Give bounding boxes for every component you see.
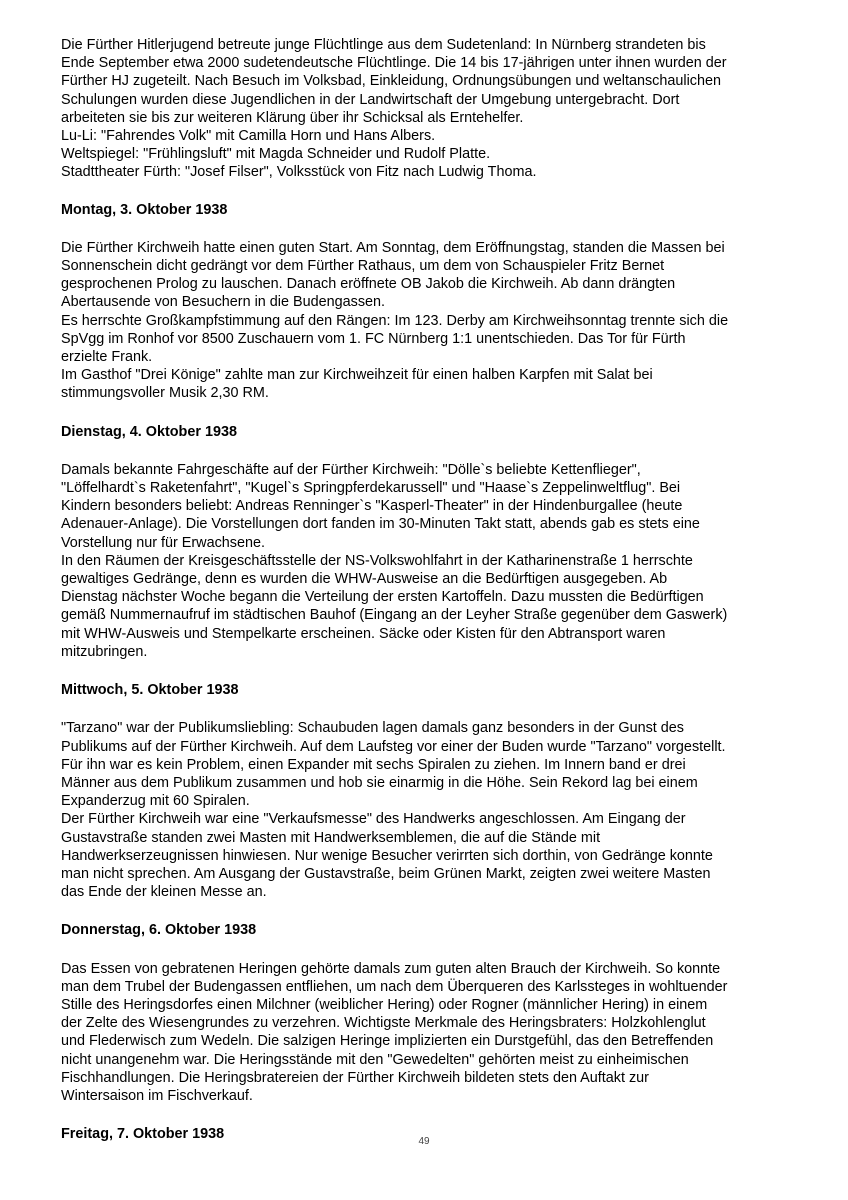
text-line: Der Fürther Kirchweih war eine "Verkaufsmesse" des Handwerks angeschlossen. Am Eingang der bbox=[61, 811, 686, 828]
text-line: Die Fürther Hitlerjugend betreute junge Flüchtlinge aus dem Sudetenland: In Nürnberg strandeten bis bbox=[61, 37, 706, 53]
text-line: Das Essen von gebratenen Heringen gehörte damals zum guten alten Brauch der Kirchweih. So konnte bbox=[61, 960, 721, 977]
section-heading: Mittwoch, 5. Oktober 1938 bbox=[61, 682, 239, 699]
text-line: Stadttheater Fürth: "Josef Filser", Volksstück von Fitz nach Ludwig Thoma. bbox=[61, 164, 537, 181]
text-line: Schulungen wurden diese Jugendlichen in der Landwirtschaft der Umgebung untergebracht. Dort bbox=[61, 91, 680, 108]
text-line: man dem Trubel der Budengassen entfliehen, um nach dem Überqueren des Karlssteges in wohltuender bbox=[61, 978, 728, 995]
text-line: Abertausende von Besuchern in die Budengassen. bbox=[61, 294, 386, 311]
section-tuesday bbox=[61, 423, 791, 661]
text-line: Im Gasthof "Drei Könige" zahlte man zur Kirchweihzeit für einen halben Karpfen mit Salat bei bbox=[61, 367, 653, 384]
section-heading: Donnerstag, 6. Oktober 1938 bbox=[61, 922, 257, 939]
text-line: Publikums auf der Fürther Kirchweih. Auf dem Laufsteg vor einer der Buden wurde "Tarzano" vorgestellt. bbox=[61, 738, 726, 755]
text-line: Wintersaison im Fischverkauf. bbox=[61, 1087, 253, 1104]
text-line: gemäß Nummernaufruf im städtischen Bauhof (Eingang an der Leyher Straße gegenüber dem Gaswerk) bbox=[61, 607, 728, 624]
text-line: erzielte Frank. bbox=[61, 349, 153, 366]
text-line: mit WHW-Ausweis und Stempelkarte erscheinen. Säcke oder Kisten für den Abtransport waren bbox=[61, 625, 666, 642]
text-line: stimmungsvoller Musik 2,30 RM. bbox=[61, 385, 269, 402]
text-line: "Löffelhardt`s Raketenfahrt", "Kugel`s Springpferdekarussell" und "Haase`s Zeppelinweltflug". Bei bbox=[61, 480, 681, 497]
document-page bbox=[61, 36, 791, 1163]
text-line: gewaltiges Gedränge, denn es wurden die WHW-Ausweise an die Bedürftigen ausgegeben. Ab bbox=[61, 571, 668, 588]
text-line: Gustavstraße standen zwei Masten mit Handwerksemblemen, die auf die Stände mit bbox=[61, 829, 601, 846]
text-line: Lu-Li: "Fahrendes Volk" mit Camilla Horn und Hans Albers. bbox=[61, 128, 436, 145]
section-thursday bbox=[61, 921, 791, 1105]
text-line: der Zelte des Wiesengrundes zu verzehren. Wichtigste Merkmale des Heringsbraters: Holzkohlenglut bbox=[61, 1015, 706, 1032]
text-line: Damals bekannte Fahrgeschäfte auf der Fürther Kirchweih: "Dölle`s beliebte Kettenflieger", bbox=[61, 461, 641, 478]
text-line: SpVgg im Ronhof vor 8500 Zuschauern vom 1. FC Nürnberg 1:1 unentschieden. Das Tor für Fürth bbox=[61, 330, 686, 347]
section-heading: Dienstag, 4. Oktober 1938 bbox=[61, 423, 237, 440]
text-line: Kindern besonders beliebt: Andreas Renninger`s "Kasperl-Theater" in der Hindenburgallee (heute bbox=[61, 498, 683, 515]
text-line: Adenauer-Anlage). Die Vorstellungen dort fanden im 30-Minuten Takt statt, abends gab es stets eine bbox=[61, 516, 700, 533]
text-line: Ende September etwa 2000 sudetendeutsche Flüchtlinge. Die 14 bis 17-jährigen unter ihnen wurden der bbox=[61, 55, 727, 72]
text-line: arbeiteten sie bis zur weiteren Klärung über ihr Schicksal als Erntehelfer. bbox=[61, 109, 524, 126]
intro-paragraph bbox=[61, 36, 791, 182]
section-heading: Freitag, 7. Oktober 1938 bbox=[61, 1126, 225, 1143]
text-line: Fischhandlungen. Die Heringsbratereien der Fürther Kirchweih bildeten stets den Auftakt zur bbox=[61, 1069, 649, 1086]
text-line: Sonnenschein dicht gedrängt vor dem Fürther Rathaus, um dem von Schauspieler Fritz Bernet bbox=[61, 258, 665, 275]
text-line: Die Fürther Kirchweih hatte einen guten Start. Am Sonntag, dem Eröffnungstag, standen die Massen bei bbox=[61, 239, 725, 256]
text-line: mitzubringen. bbox=[61, 643, 148, 660]
text-line: Für ihn war es kein Problem, einen Expander mit sechs Spiralen zu ziehen. Im Innern band er drei bbox=[61, 756, 686, 773]
text-line: man nicht sprechen. Am Ausgang der Gustavstraße, beim Grünen Markt, zeigten zwei weitere Masten bbox=[61, 865, 711, 882]
text-line: Handwerkserzeugnissen hinwiesen. Nur wenige Besucher verirrten sich dorthin, von Gedränge konnte bbox=[61, 847, 713, 864]
text-line: gesprochenen Prolog zu lauschen. Danach eröffnete OB Jakob die Kirchweih. Ab dann drängten bbox=[61, 276, 676, 293]
text-line: Vorstellung nur für Erwachsene. bbox=[61, 534, 265, 551]
text-line: Fürther HJ zugeteilt. Nach Besuch im Volksbad, Einkleidung, Ordnungsübungen und weltanschaulichen bbox=[61, 73, 721, 90]
text-line: Es herrschte Großkampfstimmung auf den Rängen: Im 123. Derby am Kirchweihsonntag trennte sich die bbox=[61, 312, 729, 329]
text-line: nicht unangenehm war. Die Heringsstände mit den "Gewedelten" gehörten meist zu einheimischen bbox=[61, 1051, 689, 1068]
section-wednesday bbox=[61, 681, 791, 901]
text-line: In den Räumen der Kreisgeschäftsstelle der NS-Volkswohlfahrt in der Katharinenstraße 1 herrschte bbox=[61, 552, 693, 569]
text-line: Expanderzug mit 60 Spiralen. bbox=[61, 793, 250, 810]
page-number: 49 bbox=[418, 1136, 430, 1147]
text-line: und Flederwisch zum Wedeln. Die salzigen Heringe implizierten ein Durstgefühl, das den Betreffenden bbox=[61, 1033, 714, 1050]
text-line: "Tarzano" war der Publikumsliebling: Schaubuden lagen damals ganz besonders in der Gunst des bbox=[61, 720, 684, 737]
text-line: Dienstag nächster Woche begann die Verteilung der ersten Kartoffeln. Dazu mussten die Bedürftigen bbox=[61, 589, 704, 606]
text-line: Stille des Heringsdorfes einen Milchner (weiblicher Hering) oder Rogner (männlicher Hering) in einem bbox=[61, 996, 708, 1013]
text-line: Männer aus dem Publikum zusammen und hob sie einarmig in die Höhe. Sein Rekord lag bei einem bbox=[61, 774, 698, 791]
section-heading: Montag, 3. Oktober 1938 bbox=[61, 201, 228, 218]
text-line: das Ende der kleinen Messe an. bbox=[61, 884, 267, 901]
section-monday bbox=[61, 201, 791, 403]
text-line: Weltspiegel: "Frühlingsluft" mit Magda Schneider und Rudolf Platte. bbox=[61, 146, 491, 163]
